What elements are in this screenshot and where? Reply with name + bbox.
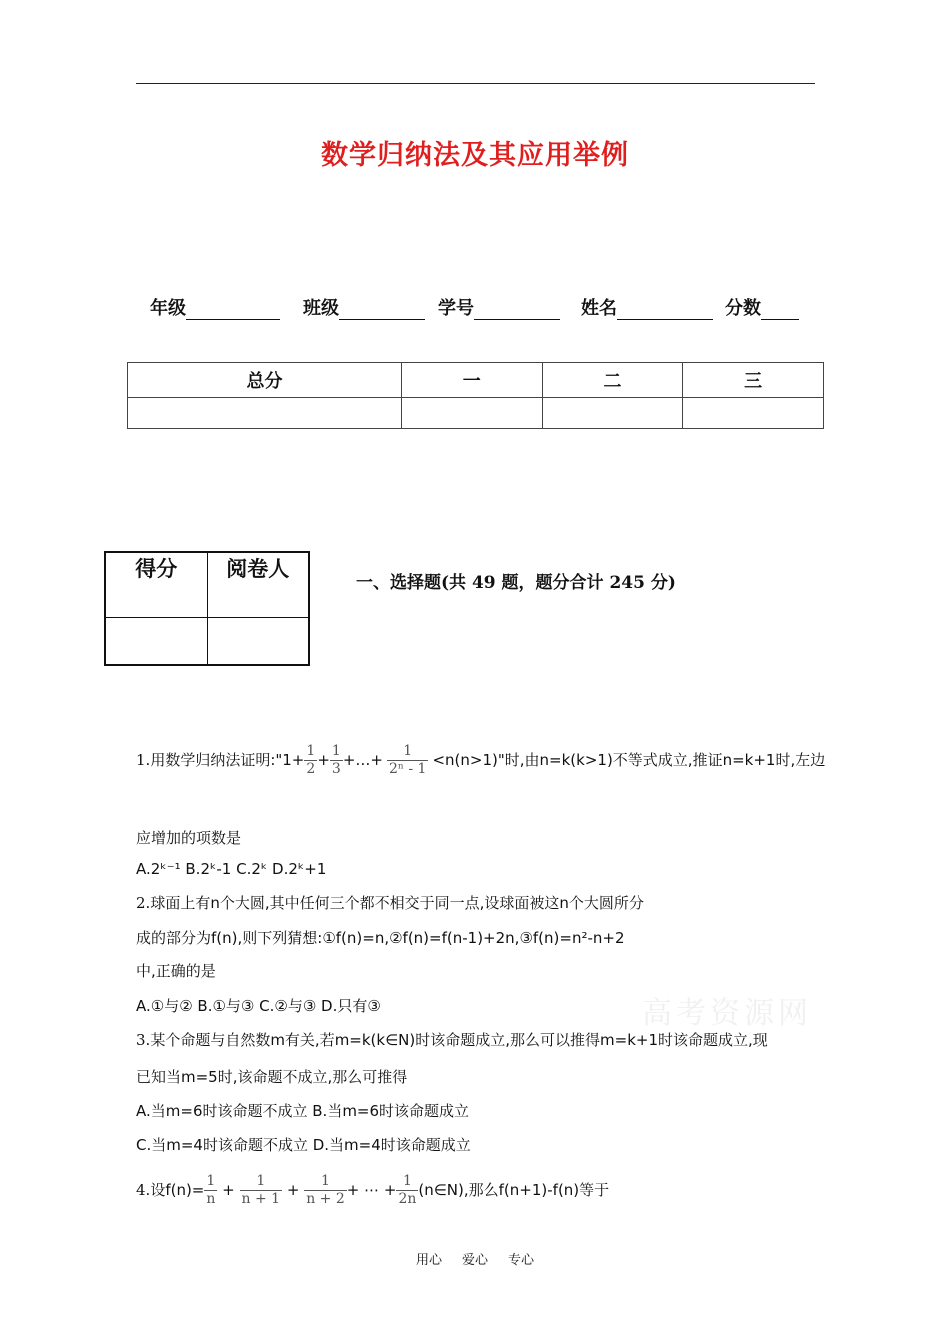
fraction (204, 1173, 217, 1208)
footer-text: 专心 (508, 1253, 535, 1268)
grader-header-score: 得分 (105, 552, 207, 618)
info-field-class (303, 294, 425, 320)
top-rule (136, 83, 815, 84)
q1-dots: +…+ (342, 751, 383, 769)
info-field-student-id (438, 294, 560, 320)
question-number: 1. (136, 751, 151, 769)
grade-blank[interactable] (186, 301, 280, 320)
info-field-score (725, 294, 799, 320)
grader-cell-reviewer[interactable] (207, 618, 309, 666)
q3-text: 某个命题与自然数m有关,若m=k(k∈N)时该命题成立,那么可以推得m=k+1时该命题成立,现 (150, 1031, 768, 1049)
score-cell-part2[interactable] (542, 398, 683, 429)
student-id-blank[interactable] (474, 301, 560, 320)
q2-text: 球面上有n个大圆,其中任何三个都不相交于同一点,设球面被这n个大圆所分 (150, 894, 644, 912)
info-label: 姓名 (581, 298, 617, 319)
info-field-name (581, 294, 713, 320)
fraction (330, 743, 343, 778)
denominator: 2ⁿ - 1 (388, 761, 427, 777)
score-table (127, 362, 824, 429)
page-footer (0, 1249, 950, 1268)
score-header-part2: 二 (542, 363, 683, 398)
info-field-grade (150, 294, 280, 320)
page-title: 数学归纳法及其应用举例 (321, 140, 629, 171)
q1-lead: 用数学归纳法证明:"1+ (150, 751, 305, 769)
watermark: 高考资源网 (642, 996, 812, 1031)
info-label: 年级 (150, 298, 186, 319)
numerator: 1 (256, 1173, 266, 1189)
question-2-line-2: 成的部分为f(n),则下列猜想:①f(n)=n,②f(n)=f(n-1)+2n,③f(n)=n²-n+2 (136, 929, 625, 947)
info-label: 学号 (438, 298, 474, 319)
name-blank[interactable] (617, 301, 713, 320)
numerator: 1 (206, 1173, 216, 1189)
denominator: n + 1 (241, 1191, 281, 1207)
denominator: 2n (398, 1191, 417, 1207)
section-heading: 一、选择题(共 49 题，题分合计 245 分) (356, 573, 676, 593)
q4-lead: 设f(n)= (150, 1181, 205, 1199)
fraction (396, 1173, 418, 1208)
fraction (304, 743, 317, 778)
question-number: 4. (136, 1181, 151, 1199)
numerator: 1 (331, 743, 341, 759)
footer-text: 爱心 (461, 1253, 488, 1268)
denominator: 2 (306, 761, 316, 777)
score-blank[interactable] (761, 301, 799, 320)
question-3-options-cd: C.当m=4时该命题不成立 D.当m=4时该命题成立 (136, 1136, 471, 1154)
question-2-line-3: 中,正确的是 (136, 962, 216, 980)
question-3-options-ab: A.当m=6时该命题不成立 B.当m=6时该命题成立 (136, 1102, 470, 1120)
info-label: 分数 (725, 298, 761, 319)
q4-plus: + (282, 1181, 305, 1199)
denominator: 3 (331, 761, 341, 777)
question-2-options: A.①与② B.①与③ C.②与③ D.只有③ (136, 997, 381, 1015)
question-1-line-1 (136, 743, 825, 778)
q4-cdots: + ⋯ + (346, 1181, 397, 1199)
score-header-part1: 一 (401, 363, 542, 398)
question-3-line-1 (136, 1030, 768, 1050)
numerator: 1 (306, 743, 316, 759)
info-label: 班级 (303, 298, 339, 319)
numerator: 1 (402, 1173, 412, 1189)
grader-cell-score[interactable] (105, 618, 207, 666)
question-1-options: A.2ᵏ⁻¹ B.2ᵏ-1 C.2ᵏ D.2ᵏ+1 (136, 860, 327, 878)
fraction (304, 1173, 347, 1208)
fraction (240, 1173, 283, 1208)
score-cell-total[interactable] (128, 398, 402, 429)
question-3-line-2: 已知当m=5时,该命题不成立,那么可推得 (136, 1068, 408, 1086)
q4-tail: (n∈N),那么f(n+1)-f(n)等于 (418, 1181, 610, 1199)
question-2-line-1 (136, 893, 644, 913)
q1-tail: <n(n>1)"时,由n=k(k>1)不等式成立,推证n=k+1时,左边 (432, 751, 826, 769)
score-cell-part3[interactable] (683, 398, 824, 429)
q1-plus: + (317, 751, 330, 769)
grader-header-reviewer: 阅卷人 (207, 552, 309, 618)
question-number: 2. (136, 894, 151, 912)
question-4-line-1 (136, 1173, 609, 1208)
grader-table (104, 551, 310, 666)
question-number: 3. (136, 1031, 151, 1049)
denominator: n + 2 (306, 1191, 345, 1207)
score-cell-part1[interactable] (401, 398, 542, 429)
numerator: 1 (403, 743, 413, 759)
q4-plus: + (217, 1181, 240, 1199)
footer-text: 用心 (415, 1253, 442, 1268)
numerator: 1 (321, 1173, 330, 1189)
score-header-part3: 三 (683, 363, 824, 398)
fraction (387, 743, 429, 778)
denominator: n (206, 1191, 216, 1207)
question-1-line-2: 应增加的项数是 (136, 829, 242, 847)
score-header-total: 总分 (128, 363, 402, 398)
class-blank[interactable] (339, 301, 425, 320)
